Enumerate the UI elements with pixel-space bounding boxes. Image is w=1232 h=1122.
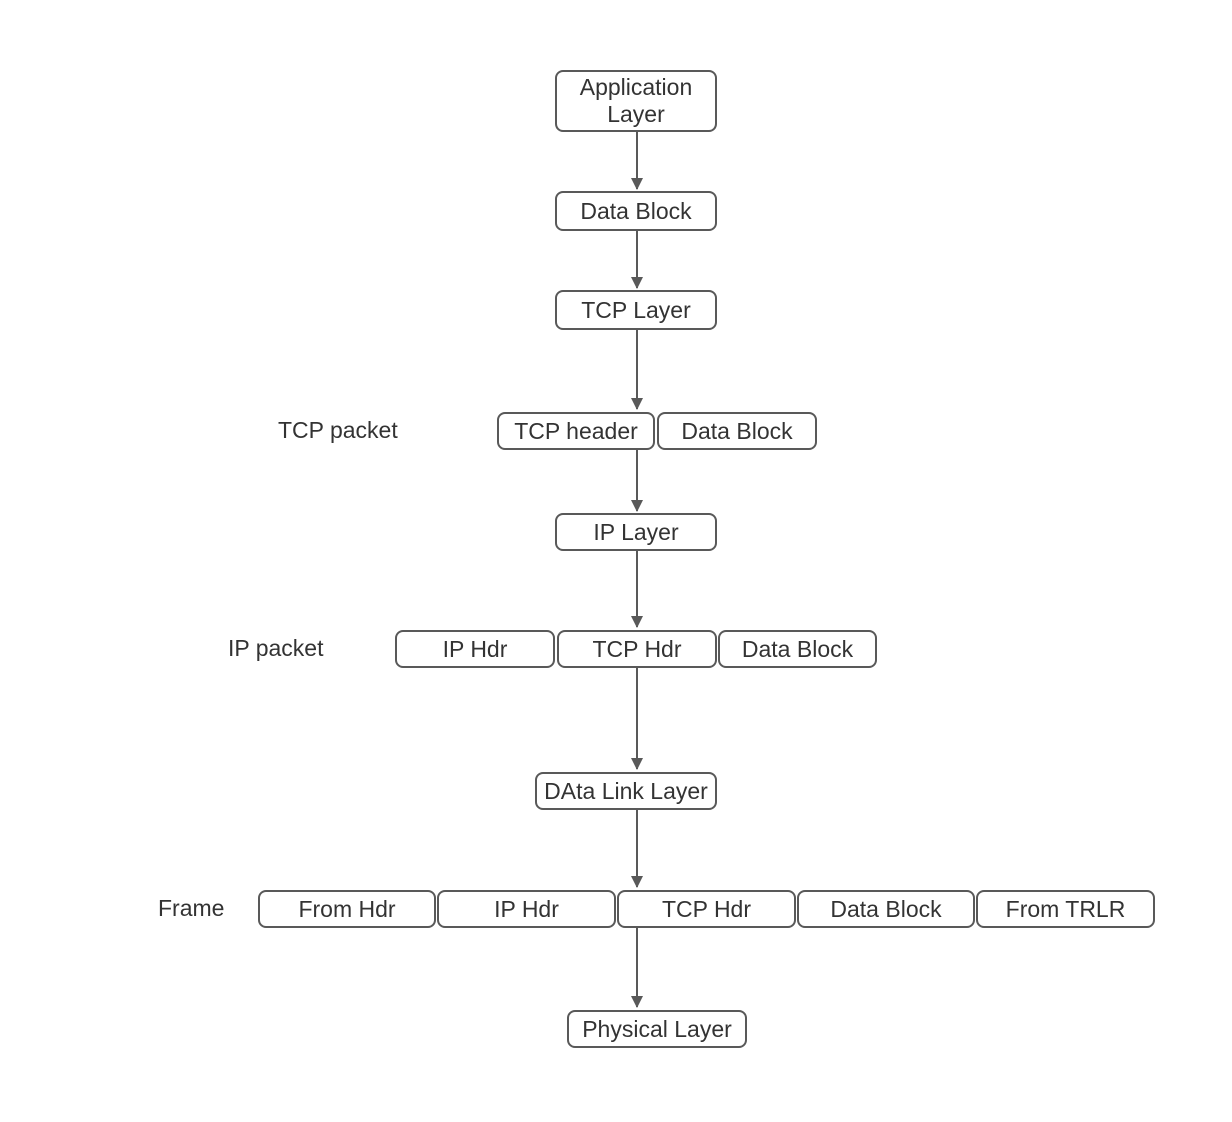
label-frame: Frame <box>158 895 225 921</box>
node-ip-layer: IP Layer <box>555 513 717 551</box>
node-frame-data-block: Data Block <box>797 890 975 928</box>
node-tcp-hdr: TCP Hdr <box>557 630 717 668</box>
node-data-link-layer: DAta Link Layer <box>535 772 717 810</box>
node-data-block: Data Block <box>555 191 717 231</box>
node-frame-ip-hdr: IP Hdr <box>437 890 616 928</box>
node-from-trlr: From TRLR <box>976 890 1155 928</box>
node-tcp-packet-data-block: Data Block <box>657 412 817 450</box>
label-ip-packet: IP packet <box>228 635 324 661</box>
node-frame-tcp-hdr: TCP Hdr <box>617 890 796 928</box>
label-tcp-packet: TCP packet <box>278 417 398 443</box>
node-application-layer: Application Layer <box>555 70 717 132</box>
node-from-hdr: From Hdr <box>258 890 436 928</box>
node-ip-hdr: IP Hdr <box>395 630 555 668</box>
node-physical-layer: Physical Layer <box>567 1010 747 1048</box>
node-ip-packet-data-block: Data Block <box>718 630 877 668</box>
node-tcp-header: TCP header <box>497 412 655 450</box>
node-tcp-layer: TCP Layer <box>555 290 717 330</box>
